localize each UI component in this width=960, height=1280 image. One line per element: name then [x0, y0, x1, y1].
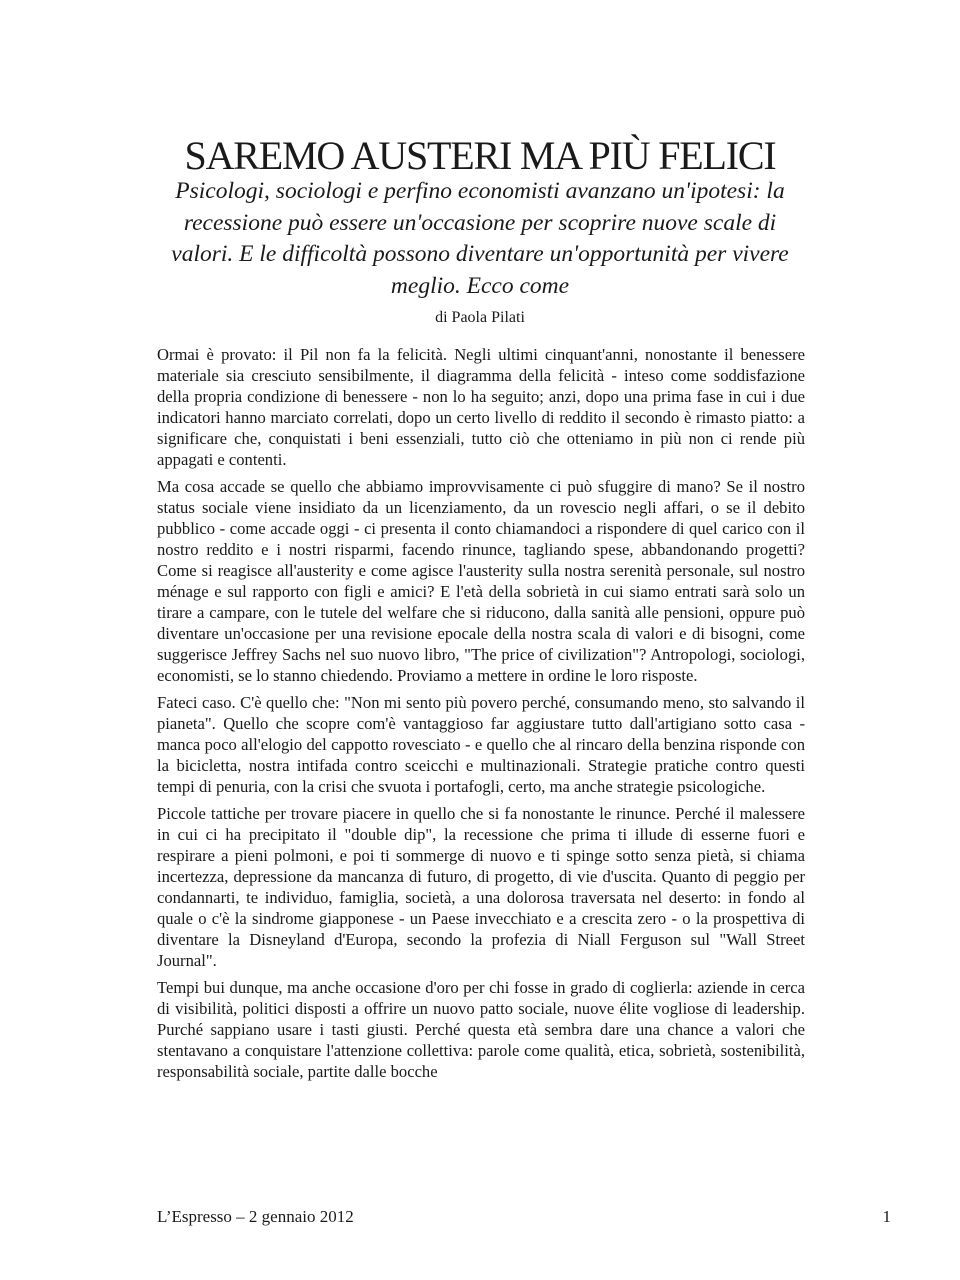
paragraph: Ma cosa accade se quello che abbiamo improvvisamente ci può sfuggire di mano? Se il nostro status sociale viene insidiato da un licenziamento, da un rovescio negli affari, o se il debito pubblico - come accade oggi - ci presenta il conto chiamandoci a rispondere di quel carico con il nostro reddito e i nostri risparmi, facendo rinunce, tagliando spese, abbandonando progetti? Come si reagisce all'austerity e come agisce l'austerity sulla nostra serenità personale, sul nostro ménage e sul rapporto con figli e amici? E l'età della sobrietà in cui siamo entrati sarà solo un tirare a campare, con le tutele del welfare che si riducono, dalla sanità alle pensioni, oppure può diventare un'occasione per una revisione epocale della nostra scala di valori e di bisogni, come suggerisce Jeffrey Sachs nel suo nuovo libro, "The price of civilization"? Antropologi, sociologi, economisti, se lo stanno chiedendo. Proviamo a mettere in ordine le loro risposte. — [157, 477, 805, 685]
paragraph: Tempi bui dunque, ma anche occasione d'oro per chi fosse in grado di coglierla: aziende in cerca di visibilità, politici disposti a offrire un nuovo patto sociale, nuove élite vogliose di leadership. Purché sappiano usare i tasti giusti. Perché questa età sembra dare una chance a valori che stentavano a conquistare l'attenzione collettiva: parole come qualità, etica, sobrietà, sostenibilità, responsabilità sociale, partite dalle bocche — [157, 978, 805, 1081]
page-number: 1 — [882, 1207, 891, 1226]
footer-source: L’Espresso – 2 gennaio 2012 — [157, 1207, 354, 1226]
article-title: SAREMO AUSTERI MA PIÙ FELICI — [184, 133, 776, 178]
article-body — [157, 344, 805, 1088]
paragraph: Ormai è provato: il Pil non fa la felicità. Negli ultimi cinquant'anni, nonostante il benessere materiale sia cresciuto sensibilmente, il diagramma della felicità - inteso come soddisfazione della propria condizione di benessere - non lo ha seguito; anzi, dopo una prima fase in cui i due indicatori hanno marciato correlati, dopo un certo livello di reddito il secondo è rimasto piatto: a significare che, conquistati i beni essenziali, tutto ciò che otteniamo in più non ci rende più appagati e contenti. — [157, 345, 805, 469]
article-byline: di Paola Pilati — [435, 309, 525, 326]
paragraph: Fateci caso. C'è quello che: "Non mi sento più povero perché, consumando meno, sto salvando il pianeta". Quello che scopre com'è vantaggioso far aggiustare tutto dall'artigiano sotto casa - manca poco all'elogio del cappotto rovesciato - e quello che al rincaro della benzina risponde con la bicicletta, nostra intifada contro sceicchi e multinazionali. Strategie pratiche contro questi tempi di penuria, con la crisi che svuota i portafogli, certo, ma anche strategie psicologiche. — [157, 693, 805, 796]
paragraph: Piccole tattiche per trovare piacere in quello che si fa nonostante le rinunce. Perché il malessere in cui ci ha precipitato il "double dip", la recessione che prima ti illude di esserne fuori e respirare a pieni polmoni, e poi ti sommerge di nuovo e ti spinge sotto senza pietà, si chiama incertezza, depressione da mancanza di futuro, di progetto, di vie d'uscita. Quanto di peggio per condannarti, te individuo, famiglia, società, a una dolorosa traversata nel deserto: in fondo al quale o c'è la sindrome giapponese - un Paese invecchiato e a crescita zero - o la prospettiva di diventare la Disneyland d'Europa, secondo la profezia di Niall Ferguson sul "Wall Street Journal". — [157, 804, 805, 970]
article-subtitle: Psicologi, sociologi e perfino economisti avanzano un'ipotesi: la recessione può essere un'occasione per scoprire nuove scale di valori. E le difficoltà possono diventare un'opportunità per vivere meglio. Ecco come — [171, 178, 789, 299]
